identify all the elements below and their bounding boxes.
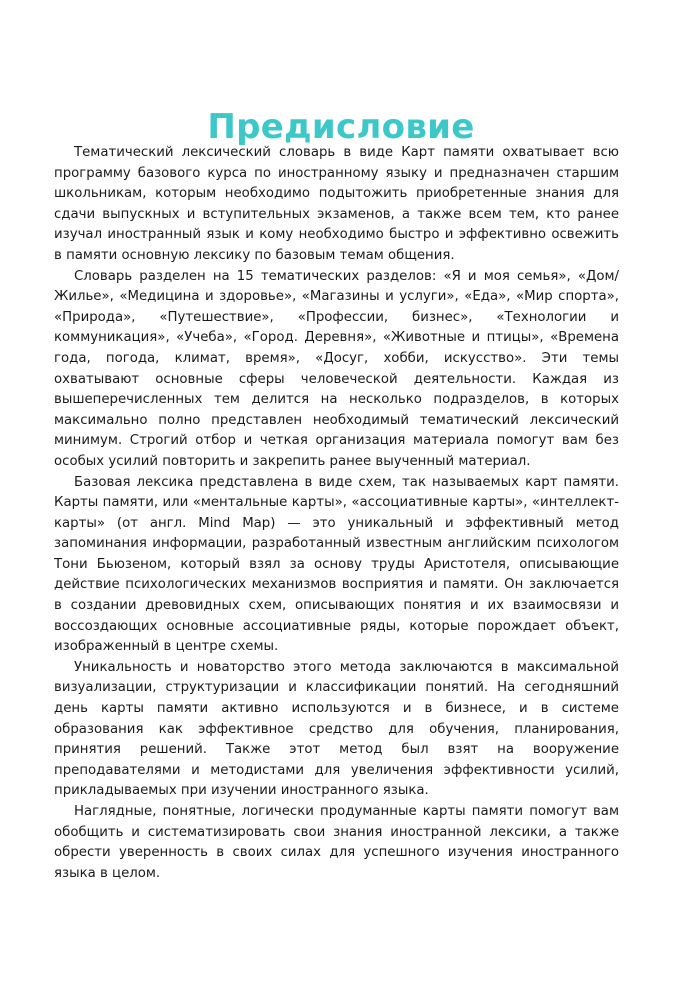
paragraph-5: Наглядные, понятные, логически продуманные карты памяти помогут вам обобщить и систематизировать свои знания иностранной лексики, а также обрести уверенность в своих силах для успешного изучения иностранного языка в целом. bbox=[54, 804, 619, 881]
paragraph-4: Уникальность и новаторство этого метода заключаются в максимальной визуализации, структуризации и классификации понятий. На сегодняшний день карты памяти активно используются и в бизнесе, и в системе образования как эффективное средство для обучения, планирования, принятия решений. Также этот метод был взят на вооружение преподавателями и методистами для увеличения эффективности усилий, прикладываемых при изучении иностранного языка. bbox=[54, 659, 619, 799]
preface-body bbox=[54, 143, 619, 884]
paragraph-1: Тематический лексический словарь в виде Карт памяти охватывает всю программу базового курса по иностранному языку и предназначен старшим школьникам, которым необходимо подытожить приобретенные знания для сдачи выпускных и вступительных экзаменов, а также всем тем, кто ранее изучал иностранный язык и кому необходимо быстро и эффективно освежить в памяти основную лексику по базовым темам общения. bbox=[54, 145, 619, 263]
paragraph-3: Базовая лексика представлена в виде схем, так называемых карт памяти. Карты памяти, или «ментальные карты», «ассоциативные карты», «интеллект-карты» (от англ. Mind Map) — это уникальный и эффективный метод запоминания информации, разработанный известным английским психологом Тони Бьюзеном, который взял за основу труды Аристотеля, описывающие действие психологических механизмов восприятия и памяти. Он заключается в создании древовидных схем, описывающих понятия и их взаимосвязи и воссоздающих основные ассоциативные ряды, которые порождает объект, изображенный в центре схемы. bbox=[54, 474, 619, 655]
paragraph-2: Словарь разделен на 15 тематических разделов: «Я и моя семья», «Дом/Жилье», «Медицина и здоровье», «Магазины и услуги», «Еда», «Мир спорта», «Природа», «Путешествие», «Профессии, бизнес», «Технологии и коммуникация», «Учеба», «Город. Деревня», «Животные и птицы», «Времена года, погода, климат, время», «Досуг, хобби, искусство». Эти темы охватывают основные сферы человеческой деятельности. Каждая из вышеперечисленных тем делится на несколько подразделов, в которых максимально полно представлен необходимый тематический лексический минимум. Строгий отбор и четкая организация материала помогут вам без особых усилий повторить и закрепить ранее выученный материал. bbox=[54, 268, 619, 469]
page-title: Предисловие bbox=[207, 106, 475, 147]
